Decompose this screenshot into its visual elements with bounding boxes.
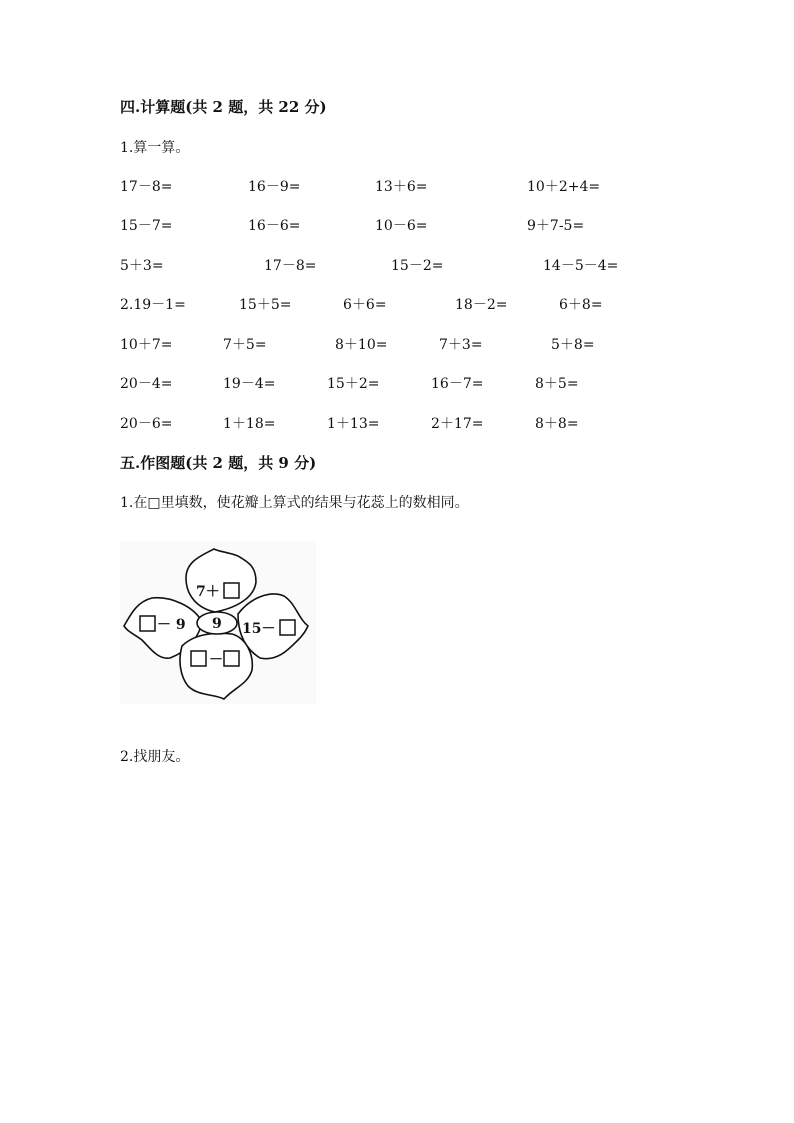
section-5-heading: 五.作图题(共 2 题，共 9 分) bbox=[120, 454, 317, 472]
flower-figure bbox=[120, 542, 316, 704]
arithmetic-item: 8＋8= bbox=[535, 416, 579, 432]
arithmetic-item: 19－4= bbox=[223, 376, 276, 392]
arithmetic-row bbox=[0, 294, 794, 314]
arithmetic-item: 2＋17= bbox=[431, 416, 484, 432]
arithmetic-item: 7＋5= bbox=[223, 337, 267, 353]
arithmetic-item: 6＋6= bbox=[343, 297, 387, 313]
arithmetic-item: 15－2= bbox=[391, 258, 444, 274]
arithmetic-row bbox=[0, 413, 794, 433]
arithmetic-item: 8＋10= bbox=[335, 337, 388, 353]
arithmetic-row bbox=[0, 373, 794, 393]
arithmetic-item: 10＋2+4= bbox=[527, 179, 601, 195]
arithmetic-item: 5＋3= bbox=[120, 258, 164, 274]
arithmetic-item: 17－8= bbox=[264, 258, 317, 274]
arithmetic-item: 10＋7= bbox=[120, 337, 173, 353]
drawing-question-2-label: 2.找朋友。 bbox=[120, 749, 190, 765]
arithmetic-item: 16－6= bbox=[248, 218, 301, 234]
drawing-question-1-label: 1.在□里填数，使花瓣上算式的结果与花蕊上的数相同。 bbox=[120, 495, 469, 511]
arithmetic-row bbox=[0, 334, 794, 354]
left-petal-expression: － 9 bbox=[157, 617, 186, 633]
arithmetic-item: 14－5－4= bbox=[543, 258, 619, 274]
arithmetic-item: 1＋18= bbox=[223, 416, 276, 432]
arithmetic-row bbox=[0, 255, 794, 275]
arithmetic-item: 16－9= bbox=[248, 179, 301, 195]
arithmetic-row bbox=[0, 215, 794, 235]
arithmetic-item: 13＋6= bbox=[375, 179, 428, 195]
arithmetic-item: 6＋8= bbox=[559, 297, 603, 313]
flower-center-number: 9 bbox=[212, 616, 222, 632]
arithmetic-row bbox=[0, 176, 794, 196]
arithmetic-item: 17－8= bbox=[120, 179, 173, 195]
question-1-label: 1.算一算。 bbox=[120, 140, 190, 156]
bottom-petal-expression: － bbox=[209, 652, 223, 668]
arithmetic-item: 2.19－1= bbox=[120, 297, 186, 313]
arithmetic-item: 7＋3= bbox=[439, 337, 483, 353]
arithmetic-item: 20－4= bbox=[120, 376, 173, 392]
arithmetic-item: 15－7= bbox=[120, 218, 173, 234]
arithmetic-item: 8＋5= bbox=[535, 376, 579, 392]
arithmetic-item: 9＋7-5= bbox=[527, 218, 585, 234]
arithmetic-item: 20－6= bbox=[120, 416, 173, 432]
arithmetic-item: 18－2= bbox=[455, 297, 508, 313]
arithmetic-item: 15＋2= bbox=[327, 376, 380, 392]
section-4-heading: 四.计算题(共 2 题，共 22 分) bbox=[120, 98, 327, 116]
arithmetic-item: 10－6= bbox=[375, 218, 428, 234]
top-petal-expression: 7＋ bbox=[196, 584, 220, 600]
arithmetic-item: 1＋13= bbox=[327, 416, 380, 432]
arithmetic-item: 15＋5= bbox=[239, 297, 292, 313]
arithmetic-item: 16－7= bbox=[431, 376, 484, 392]
right-petal-expression: 15－ bbox=[242, 621, 276, 637]
arithmetic-item: 5＋8= bbox=[551, 337, 595, 353]
